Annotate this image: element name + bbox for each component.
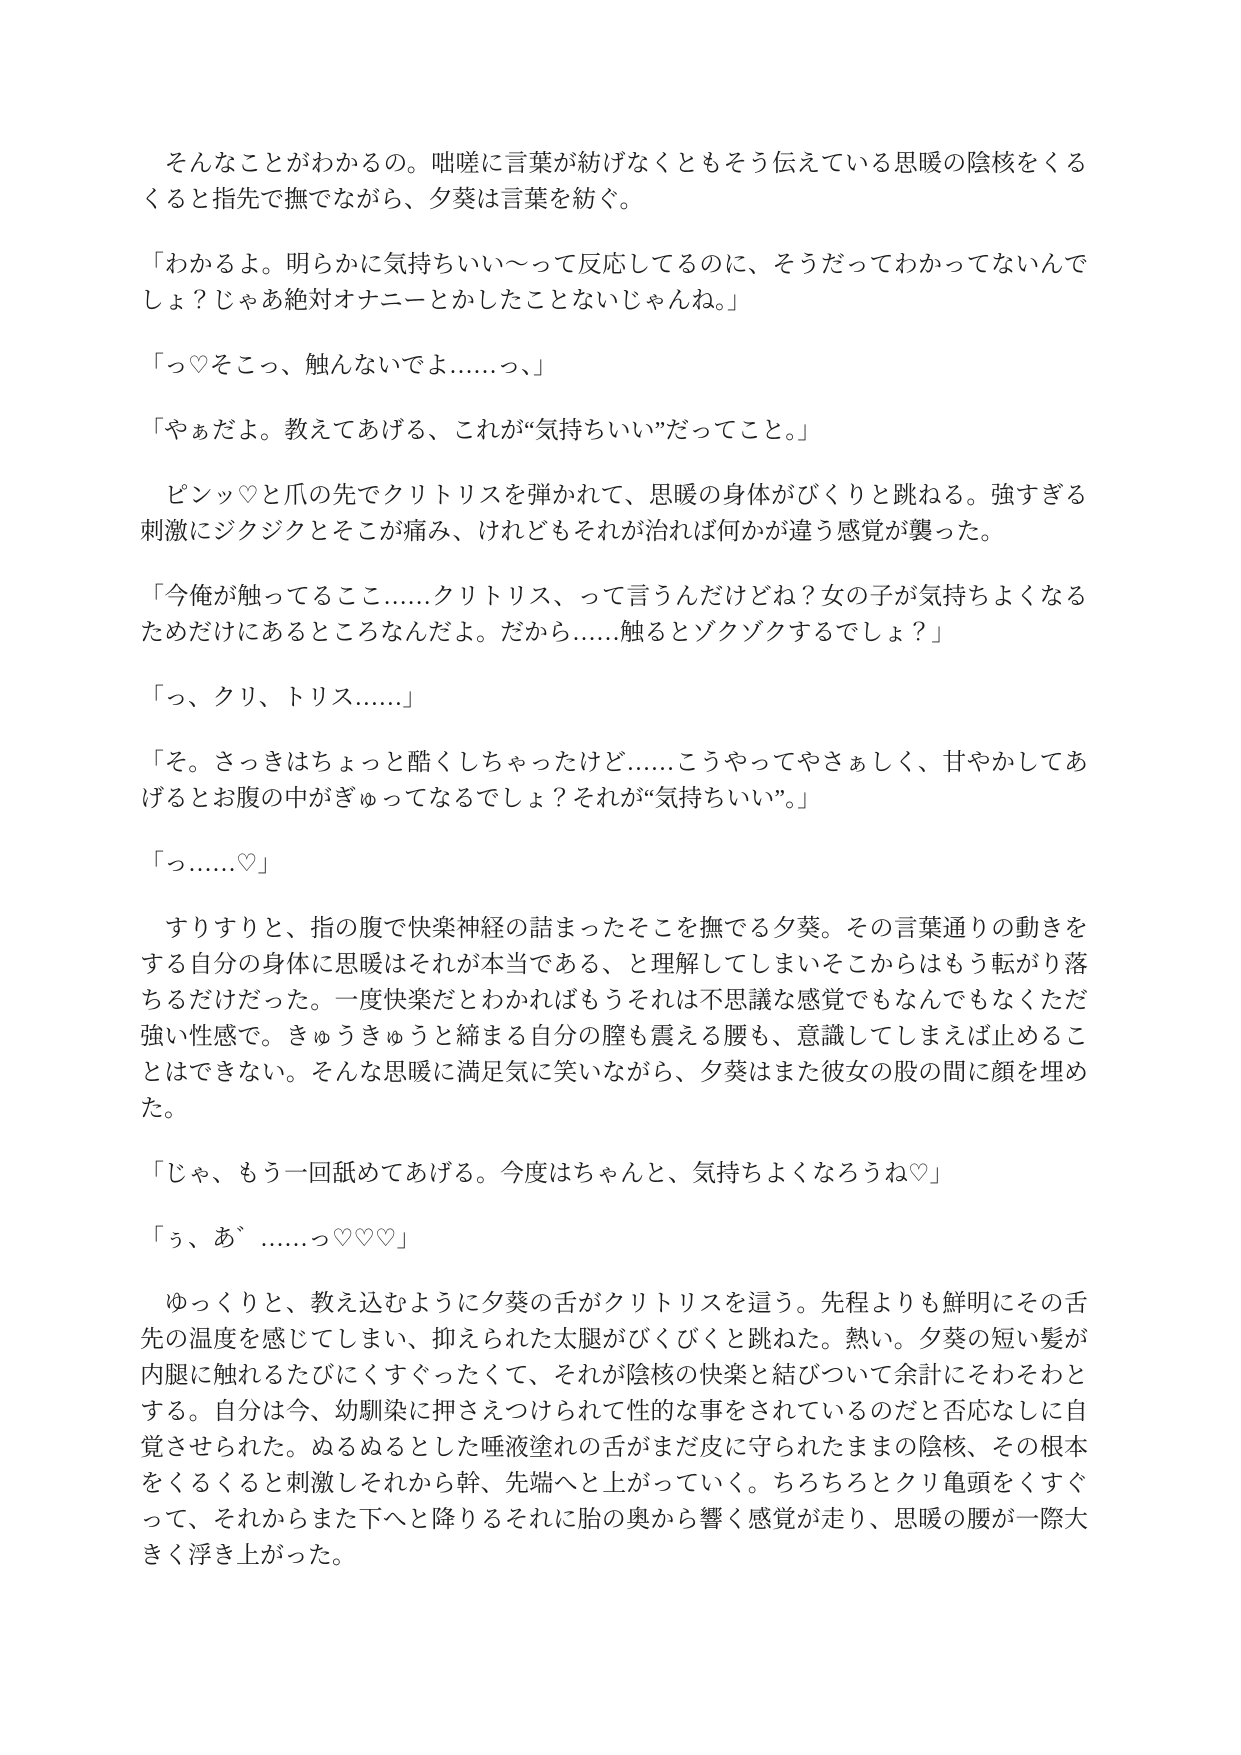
paragraph: 「じゃ、もう一回舐めてあげる。今度はちゃんと、気持ちよくなろうね♡」 (140, 1161, 954, 1187)
text-content (140, 146, 1088, 1574)
paragraph: 「ぅ、あ゛……っ♡♡♡」 (140, 1226, 421, 1252)
paragraph: 「わかるよ。明らかに気持ちいい～って反応してるのに、そうだってわかってないんでしょ？じゃあ絶対オナニーとかしたことないじゃんね。」 (140, 252, 1088, 314)
paragraph: 「っ♡そこっ、触んないでよ……っ、」 (140, 353, 558, 379)
paragraph: 「そ。さっきはちょっと酷くしちゃったけど……こうやってやさぁしく、甘やかしてあげるとお腹の中がぎゅってなるでしょ？それが“気持ちいい”。」 (140, 750, 1088, 812)
paragraph: そんなことがわかるの。咄嗟に言葉が紡げなくともそう伝えている思暖の陰核をくるくると指先で撫でながら、夕葵は言葉を紡ぐ。 (140, 151, 1088, 213)
paragraph: 「やぁだよ。教えてあげる、これが“気持ちいい”だってこと。」 (140, 418, 822, 444)
paragraph: すりすりと、指の腹で快楽神経の詰まったそこを撫でる夕葵。その言葉通りの動きをする自分の身体に思暖はそれが本当である、と理解してしまいそこからはもう転がり落ちるだけだった。一度快楽だとわかればもうそれは不思議な感覚でもなんでもなくただ強い性感で。きゅうきゅうと締まる自分の膣も震える腰も、意識してしまえば止めることはできない。そんな思暖に満足気に笑いながら、夕葵はまた彼女の股の間に顔を埋めた。 (140, 916, 1088, 1122)
paragraph: 「っ……♡」 (140, 851, 282, 877)
paragraph: 「っ、クリ、トリス……」 (140, 685, 427, 711)
paragraph: 「今俺が触ってるここ……クリトリス、って言うんだけどね？女の子が気持ちよくなるためだけにあるところなんだよ。だから……触るとゾクゾクするでしょ？」 (140, 584, 1088, 646)
paragraph: ゆっくりと、教え込むように夕葵の舌がクリトリスを這う。先程よりも鮮明にその舌先の温度を感じてしまい、抑えられた太腿がびくびくと跳ねた。熱い。夕葵の短い髪が内腿に触れるたびにくすぐったくて、それが陰核の快楽と結びついて余計にそわそわとする。自分は今、幼馴染に押さえつけられて性的な事をされているのだと否応なしに自覚させられた。ぬるぬるとした唾液塗れの舌がまだ皮に守られたままの陰核、その根本をくるくると刺激しそれから幹、先端へと上がっていく。ちろちろとクリ亀頭をくすぐって、それからまた下へと降りるそれに胎の奥から響く感覚が走り、思暖の腰が一際大きく浮き上がった。 (140, 1291, 1088, 1569)
paragraph: ピンッ♡と爪の先でクリトリスを弾かれて、思暖の身体がびくりと跳ねる。強すぎる刺激にジクジクとそこが痛み、けれどもそれが治れば何かが違う感覚が襲った。 (140, 483, 1088, 545)
